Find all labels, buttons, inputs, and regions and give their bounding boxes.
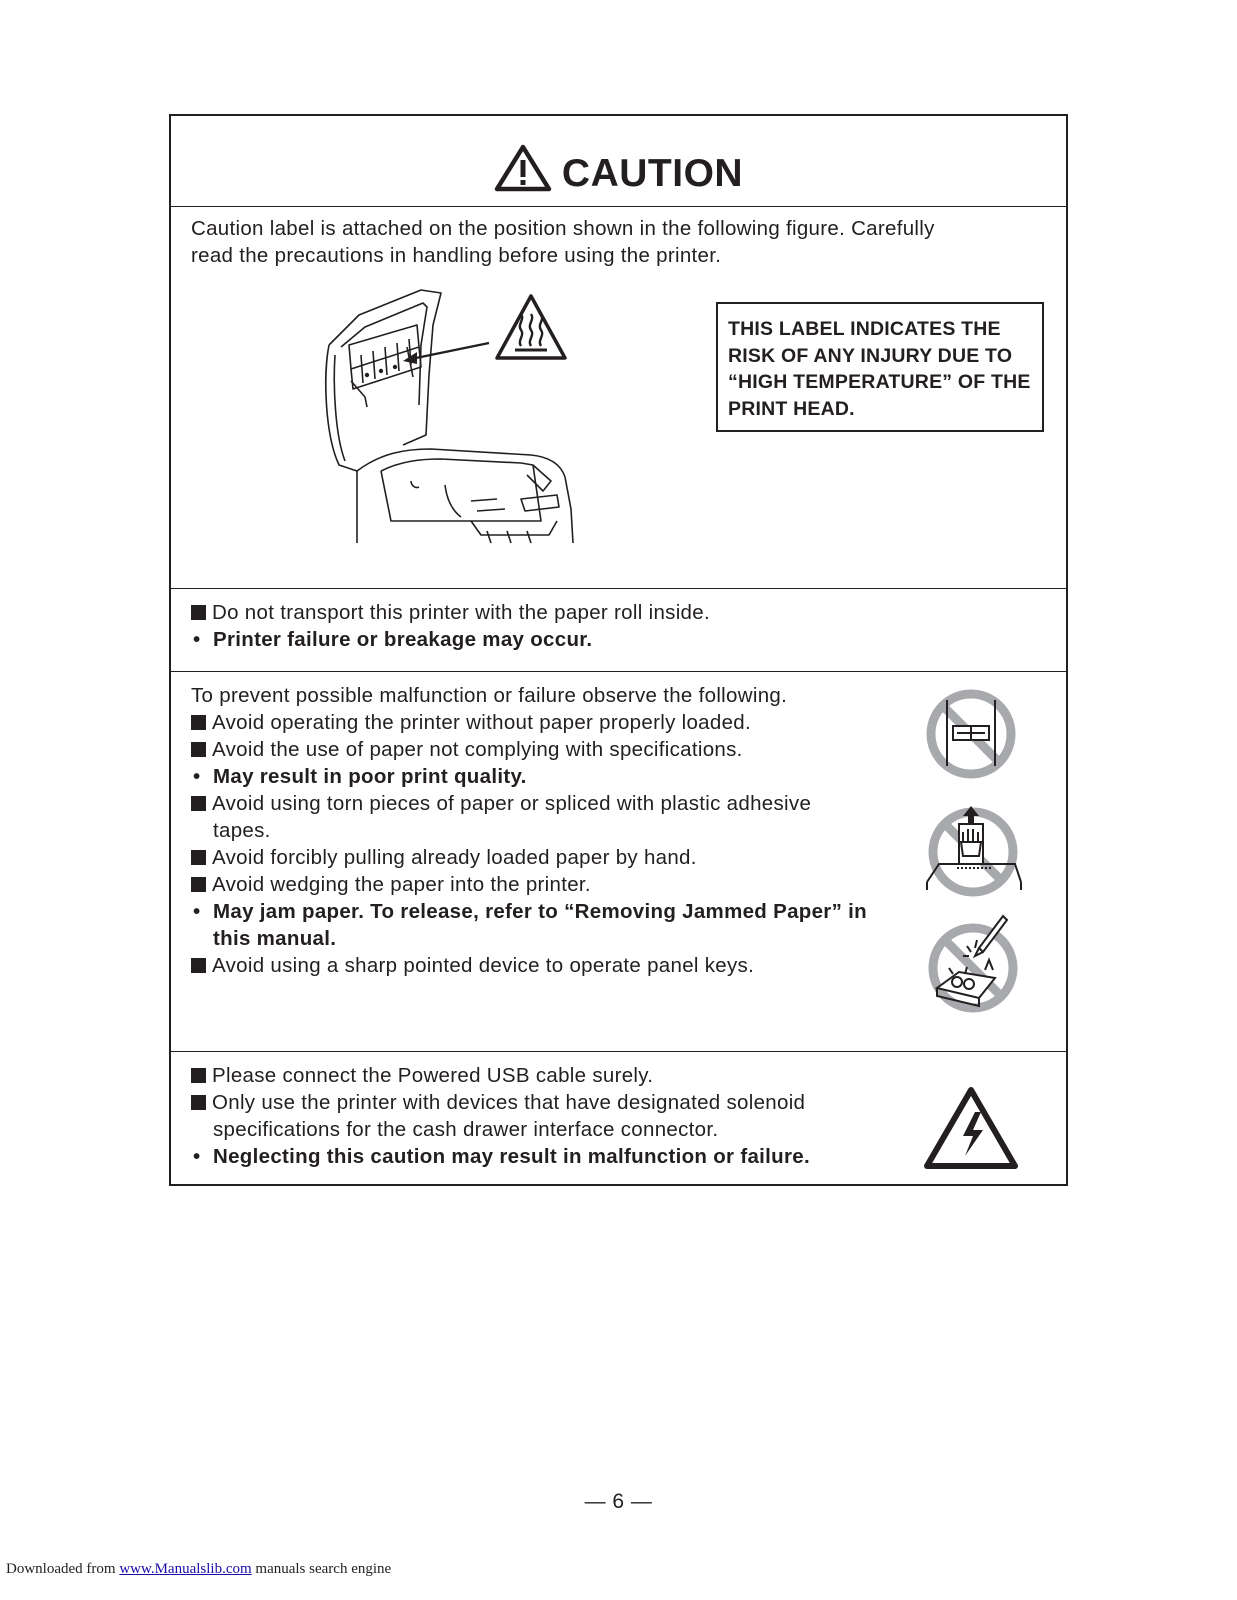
- prevent-note: • May jam paper. To release, refer to “Removing Jammed Paper” in: [193, 900, 867, 923]
- caution-box: [169, 114, 1068, 1186]
- prevent-item: [191, 952, 1041, 979]
- prevent-note-text: May result in poor print quality.: [213, 765, 527, 788]
- high-temperature-label-icon: [493, 292, 569, 362]
- prevent-item-text: Avoid wedging the paper into the printer.: [212, 873, 591, 896]
- footer: [6, 1561, 391, 1578]
- warning-triangle-icon: [494, 144, 552, 192]
- prevent-item-text: Avoid operating the printer without paper properly loaded.: [212, 711, 751, 734]
- label-section: [171, 206, 1066, 588]
- no-sharp-device-icon: [923, 912, 1023, 1014]
- usb-item: [191, 1089, 1041, 1116]
- label-box-line: RISK OF ANY INJURY DUE TO: [728, 344, 1013, 367]
- square-bullet-icon: [191, 742, 206, 757]
- usb-item-text: Only use the printer with devices that have designated solenoid: [212, 1091, 806, 1114]
- usb-item-continuation: specifications for the cash drawer interface connector.: [213, 1118, 719, 1141]
- caution-title-text: CAUTION: [561, 152, 744, 195]
- square-bullet-icon: [191, 796, 206, 811]
- footer-prefix: Downloaded from: [6, 1561, 120, 1577]
- prevent-note: • May result in poor print quality.: [193, 765, 527, 788]
- prevent-item: [191, 709, 1041, 736]
- usb-item: [191, 1062, 1041, 1089]
- transport-item: [191, 599, 1041, 626]
- usb-note-text: Neglecting this caution may result in malfunction or failure.: [213, 1145, 810, 1168]
- square-bullet-icon: [191, 715, 206, 730]
- no-pulling-paper-icon: [923, 802, 1025, 898]
- intro-line: Caution label is attached on the position shown in the following figure. Carefully: [191, 217, 935, 240]
- caution-header: [171, 116, 1066, 206]
- usb-section: [171, 1051, 1066, 1186]
- prevent-intro: To prevent possible malfunction or failure observe the following.: [191, 684, 788, 707]
- transport-item-text: Do not transport this printer with the paper roll inside.: [212, 601, 710, 624]
- prevent-section: [171, 671, 1066, 1051]
- caution-title: [171, 144, 1066, 197]
- page-number: — 6 —: [584, 1490, 653, 1513]
- prevent-item-text: Avoid the use of paper not complying with specifications.: [212, 738, 743, 761]
- prevent-note-text: May jam paper. To release, refer to “Removing Jammed Paper” in: [213, 900, 867, 923]
- square-bullet-icon: [191, 605, 206, 620]
- prevent-item-text: Avoid forcibly pulling already loaded paper by hand.: [212, 846, 697, 869]
- footer-suffix: manuals search engine: [251, 1561, 392, 1577]
- transport-note-text: Printer failure or breakage may occur.: [213, 628, 593, 651]
- transport-section: [171, 588, 1066, 671]
- electric-shock-warning-icon: [923, 1086, 1019, 1172]
- prevent-item: [191, 844, 1041, 871]
- prevent-item: [191, 871, 1041, 898]
- prevent-item: [191, 736, 1041, 763]
- usb-item-text: Please connect the Powered USB cable surely.: [212, 1064, 654, 1087]
- usb-note: • Neglecting this caution may result in malfunction or failure.: [193, 1145, 810, 1168]
- no-paper-operation-icon: [923, 686, 1019, 782]
- label-intro: [191, 215, 1041, 269]
- prevent-item-text: Avoid using torn pieces of paper or spliced with plastic adhesive: [212, 792, 812, 815]
- square-bullet-icon: [191, 877, 206, 892]
- label-box-line: “HIGH TEMPERATURE” OF THE: [728, 371, 1031, 393]
- prevent-item: [191, 790, 1041, 817]
- high-temperature-label-box: [716, 302, 1044, 432]
- label-box-line: THIS LABEL INDICATES THE: [728, 318, 1001, 340]
- square-bullet-icon: [191, 958, 206, 973]
- prevent-item-text: Avoid using a sharp pointed device to operate panel keys.: [212, 954, 755, 977]
- prevent-note-continuation: this manual.: [213, 927, 337, 950]
- square-bullet-icon: [191, 1095, 206, 1110]
- prevent-item-continuation: tapes.: [213, 819, 271, 842]
- transport-note: • Printer failure or breakage may occur.: [193, 628, 593, 651]
- square-bullet-icon: [191, 850, 206, 865]
- manualslib-link[interactable]: www.Manualslib.com: [119, 1561, 252, 1577]
- intro-line: read the precautions in handling before using the printer.: [191, 244, 722, 267]
- label-box-line: PRINT HEAD.: [728, 397, 855, 420]
- square-bullet-icon: [191, 1068, 206, 1083]
